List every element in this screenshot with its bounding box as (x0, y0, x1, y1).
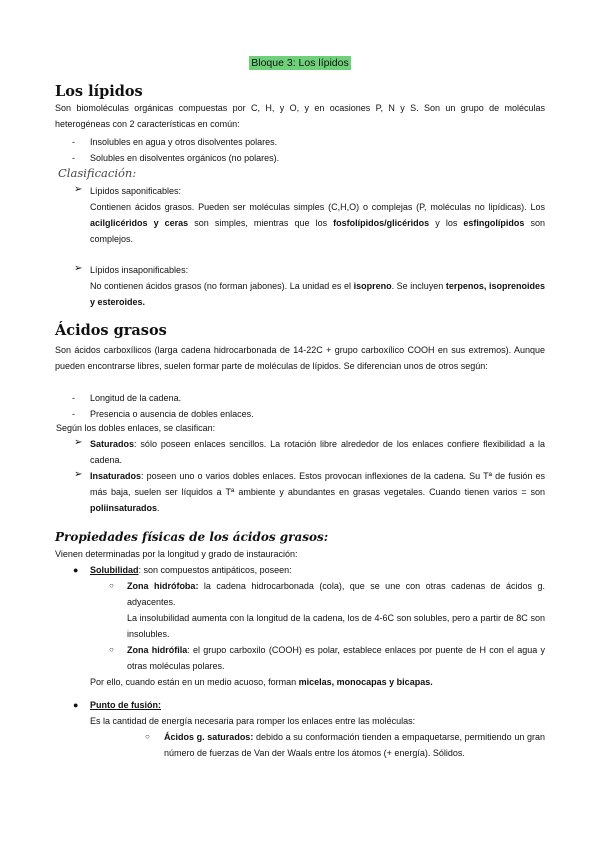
dash-bullet: - (72, 137, 75, 147)
bullet-dot-icon: ● (73, 700, 79, 710)
arrow-bullet-icon: ➢ (74, 263, 83, 274)
circle-bullet-icon: ○ (145, 732, 150, 741)
circle-bullet-icon: ○ (109, 581, 114, 590)
dash-bullet: - (72, 409, 75, 419)
solubilidad-line: Solubilidad: son compuestos antipáticos, poseen: (90, 565, 292, 575)
dash-bullet: - (72, 153, 75, 163)
saponificables-text: Contienen ácidos grasos. Pueden ser moléculas simples (C,H,O) o complejas (P, moléculas no lipídicas). Los acilglicéridos y ceras son simples, mientras que los fosfolípidos/glicéridos y los esfingolípidos son complejos. (90, 202, 546, 244)
arrow-bullet-icon: ➢ (74, 184, 83, 195)
title-row (0, 53, 600, 71)
insaponificables-text: No contienen ácidos grasos (no forman jabones). La unidad es el isopreno. Se incluyen terpenos, isoprenoides y esteroides. (90, 281, 545, 307)
ag-dash-2: Presencia o ausencia de dobles enlaces. (90, 409, 254, 419)
heading-propiedades: Propiedades físicas de los ácidos grasos: (55, 530, 329, 544)
insaponificables-title: Lípidos insaponificables: (90, 265, 189, 275)
punto-fusion-label: Punto de fusión: (90, 700, 161, 710)
bullet-dot-icon: ● (73, 565, 79, 575)
propiedades-intro: Vienen determinadas por la longitud y grado de instauración: (55, 549, 298, 559)
lipidos-dash-1: Insolubles en agua y otros disolventes polares. (90, 137, 278, 147)
punto-fusion-text: Es la cantidad de energía necesaria para romper los enlaces entre las moléculas: (90, 716, 416, 726)
insolubilidad-text: La insolubilidad aumenta con la longitud de la cadena, los de 4-6C son solubles, pero a partir de 8C son insolubles. (127, 613, 545, 639)
lipidos-intro: Son biomoléculas orgánicas compuestas por C, H, y O, y en ocasiones P, N y S. Son un grupo de moléculas heterogéneas con 2 características en común: (55, 103, 545, 129)
circle-bullet-icon: ○ (109, 645, 114, 654)
dash-bullet: - (72, 393, 75, 403)
arrow-bullet-icon: ➢ (74, 437, 83, 448)
por-ello-text: Por ello, cuando están en un medio acuoso, forman micelas, monocapas y bicapas. (90, 677, 433, 687)
ag-dash-1: Longitud de la cadena. (90, 393, 182, 403)
saponificables-title: Lípidos saponificables: (90, 186, 182, 196)
heading-lipidos: Los lípidos (55, 83, 143, 100)
acidos-saturados-text: Ácidos g. saturados: debido a su conformación tienden a empaquetarse, permitiendo un gran número de fuerzas de Van der Waals entre los átomos (+ energía). Sólidos. (164, 732, 545, 758)
saturados-text: Saturados: sólo poseen enlaces sencillos. La rotación libre alrededor de los enlaces confiere flexibilidad a la cadena. (90, 439, 545, 465)
insaturados-text: Insaturados: poseen uno o varios dobles enlaces. Estos provocan inflexiones de la cadena. Su Tª de fusión es más baja, suelen ser líquidos a Tª ambiente y abundantes en grasas vegetales. Cuando tienen varios = son poliinsaturados. (90, 471, 545, 513)
clasificacion-heading: Clasificación: (58, 166, 137, 180)
heading-acidos-grasos: Ácidos grasos (55, 322, 167, 339)
acidos-grasos-intro: Son ácidos carboxílicos (larga cadena hidrocarbonada de 14-22C + grupo carboxílico COOH en sus extremos). Aunque pueden encontrarse libres, suelen formar parte de moléculas de lípidos. Se diferencian unos de otros según: (55, 345, 545, 371)
zona-hidrofoba-text: Zona hidrófoba: la cadena hidrocarbonada (cola), que se une con otras cadenas de ácidos g. adyacentes. (127, 581, 545, 607)
lipidos-dash-2: Solubles en disolventes orgánicos (no polares). (90, 153, 280, 163)
zona-hidrofila-text: Zona hidrófila: el grupo carboxilo (COOH) es polar, establece enlaces por puente de H con el agua y otras moléculas polares. (127, 645, 546, 671)
document-title: Bloque 3: Los lípidos (251, 57, 349, 69)
arrow-bullet-icon: ➢ (74, 469, 83, 480)
segun-dobles-enlaces: Según los dobles enlaces, se clasifican: (56, 423, 216, 433)
